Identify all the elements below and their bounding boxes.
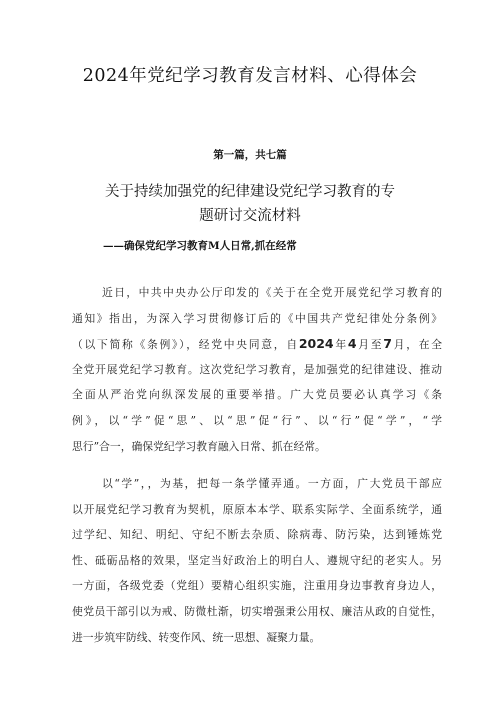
paragraph-line: 以开展党纪学习教育为契机，原原本本学、联系实际学、全面系统学，通 bbox=[72, 502, 442, 516]
article-subtitle: ——确保党纪学习教育M人日常,抓在经常 bbox=[103, 240, 297, 252]
paragraph-line-with-date bbox=[72, 331, 442, 357]
date-month-end: 7 bbox=[383, 336, 392, 352]
paragraph-line: 过学纪、知纪、明纪、守纪不断去杂质、除病毒、防污染，达到锤炼党 bbox=[72, 528, 442, 542]
paragraph-line: 通知》指出，为深入学习贯彻修订后的《中国共产党纪律处分条例》 bbox=[72, 311, 442, 325]
paragraph-line: 近日，中共中央办公厅印发的《关于在全党开展党纪学习教育的 bbox=[102, 286, 442, 299]
paragraph-text: 月，在全 bbox=[391, 338, 443, 352]
paragraph-intro bbox=[72, 280, 442, 459]
document-main-title: 2024年党纪学习教育发言材料、心得体会 bbox=[82, 66, 418, 86]
paragraph-line: 例》，以“学”促“思”、以“思”促“行”、以“行”促“学”，“学 bbox=[72, 413, 442, 427]
article-title-line: 关于持续加强党的纪律建设党纪学习教育的专 bbox=[105, 184, 395, 200]
article-title-line: 题研讨交流材料 bbox=[199, 208, 301, 224]
date-month-start: 4 bbox=[347, 336, 357, 352]
date-year: 2024 bbox=[298, 336, 334, 352]
paragraph-line: 思行”合一，确保党纪学习教育融入日常、抓在经常。 bbox=[72, 439, 326, 453]
article-title bbox=[60, 180, 440, 228]
part-label: 第一篇，共七篇 bbox=[213, 149, 287, 161]
paragraph-line: 全面从严治党向纵深发展的重要举措。广大党员要必认真学习《条 bbox=[72, 388, 442, 402]
paragraph-line: 全党开展党纪学习教育。这次党纪学习教育，是加强党的纪律建设、推动 bbox=[72, 362, 442, 376]
paragraph-study bbox=[72, 471, 442, 650]
paragraph-line: 进一步筑牢防线、转变作风、统一思想、凝聚力量。 bbox=[72, 630, 321, 644]
paragraph-text: （以下简称《条例》），经党中央同意，自 bbox=[72, 338, 299, 352]
paragraph-line: 使党员干部引以为戒、防微杜渐，切实增强秉公用权、廉洁从政的自觉性， bbox=[72, 604, 442, 618]
paragraph-line: 性、砥砺品格的效果，坚定当好政治上的明白人、遵规守纪的老实人。另 bbox=[72, 553, 442, 567]
paragraph-line: 以“学”，，为基，把每一条学懂弄通。一方面，广大党员干部应 bbox=[102, 477, 442, 490]
paragraph-text: 年 bbox=[333, 338, 348, 352]
paragraph-line: 一方面，各级党委（党组）要精心组织实施，注重用身边事教育身边人， bbox=[72, 579, 442, 593]
paragraph-text: 月至 bbox=[356, 338, 384, 352]
